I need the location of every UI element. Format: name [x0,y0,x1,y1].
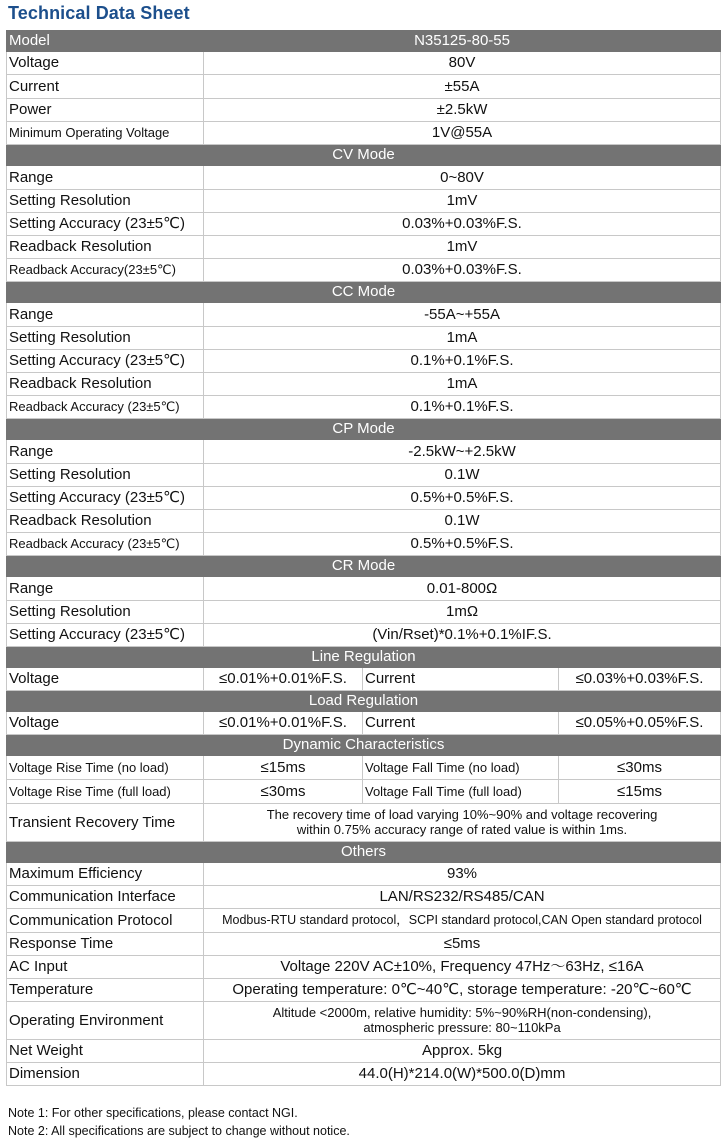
table-row [7,909,721,933]
spec-value: 0~80V [204,166,721,190]
notes [8,1104,350,1140]
spec-label: Setting Resolution [7,327,204,350]
spec-value: ≤30ms [204,780,363,804]
table-row [7,190,721,213]
table-row [7,213,721,236]
spec-value: Modbus-RTU standard protocol，SCPI standard protocol,CAN Open standard protocol [204,909,721,933]
spec-value: 1mΩ [204,601,721,624]
table-row [7,487,721,510]
table-row [7,350,721,373]
spec-label: Current [7,75,204,99]
model-row [7,31,721,52]
load-regulation-header: Load Regulation [7,691,721,712]
table-row [7,933,721,956]
section-header [7,145,721,166]
table-row [7,327,721,350]
spec-label: Dimension [7,1063,204,1086]
table-row [7,373,721,396]
section-header [7,282,721,303]
spec-value: ≤30ms [559,756,721,780]
spec-value: 1mV [204,190,721,213]
table-row [7,624,721,647]
spec-label: Maximum Efficiency [7,863,204,886]
spec-value: LAN/RS232/RS485/CAN [204,886,721,909]
spec-label: Minimum Operating Voltage [7,122,204,145]
table-row [7,236,721,259]
table-row [7,533,721,556]
spec-label: Operating Environment [7,1002,204,1040]
spec-label: Voltage Rise Time (full load) [7,780,204,804]
table-row [7,166,721,190]
section-header [7,735,721,756]
table-row [7,1063,721,1086]
spec-label: Transient Recovery Time [7,804,204,842]
spec-label: Readback Accuracy (23±5℃) [7,396,204,419]
transient-recovery-value [204,804,721,842]
section-header [7,842,721,863]
spec-label: Power [7,99,204,122]
table-row [7,122,721,145]
page-title: Technical Data Sheet [8,3,190,23]
spec-value: ≤0.03%+0.03%F.S. [559,668,721,691]
environment-value [204,1002,721,1040]
environment-line-2: atmospheric pressure: 80~110kPa [363,1019,561,1035]
spec-value: 1mA [204,373,721,396]
spec-label: Response Time [7,933,204,956]
spec-label: Communication Interface [7,886,204,909]
spec-label: Readback Resolution [7,236,204,259]
spec-label: Readback Accuracy (23±5℃) [7,533,204,556]
table-row [7,1002,721,1040]
section-header [7,419,721,440]
line-regulation-header: Line Regulation [7,647,721,668]
table-row [7,52,721,75]
spec-label: Setting Resolution [7,601,204,624]
table-row [7,804,721,842]
spec-value: 1mA [204,327,721,350]
dynamic-header: Dynamic Characteristics [7,735,721,756]
spec-label: Voltage Rise Time (no load) [7,756,204,780]
table-row [7,577,721,601]
spec-value: 0.5%+0.5%F.S. [204,533,721,556]
spec-label: Range [7,303,204,327]
spec-label: Readback Resolution [7,373,204,396]
spec-label: Voltage Fall Time (no load) [363,756,559,780]
table-row [7,780,721,804]
spec-label: Voltage [7,668,204,691]
table-row [7,464,721,487]
spec-value: 44.0(H)*214.0(W)*500.0(D)mm [204,1063,721,1086]
spec-value: (Vin/Rset)*0.1%+0.1%IF.S. [204,624,721,647]
spec-label: Range [7,166,204,190]
spec-value: ≤0.01%+0.01%F.S. [204,668,363,691]
section-header [7,556,721,577]
spec-label: Readback Accuracy(23±5℃) [7,259,204,282]
spec-value: 0.03%+0.03%F.S. [204,213,721,236]
cv-mode-header: CV Mode [7,145,721,166]
table-row [7,1040,721,1063]
spec-value: ≤0.01%+0.01%F.S. [204,712,363,735]
spec-value: Approx. 5kg [204,1040,721,1063]
spec-label: AC Input [7,956,204,979]
spec-label: Voltage [7,712,204,735]
spec-value: Operating temperature: 0℃~40℃, storage temperature: -20℃~60℃ [204,979,721,1002]
table-row [7,99,721,122]
transient-line-2: within 0.75% accuracy range of rated value is within 1ms. [296,821,628,837]
spec-value: 93% [204,863,721,886]
table-row [7,863,721,886]
table-row [7,712,721,735]
table-row [7,756,721,780]
spec-value: ≤15ms [204,756,363,780]
spec-label: Setting Accuracy (23±5℃) [7,487,204,510]
spec-value: 0.03%+0.03%F.S. [204,259,721,282]
spec-value: ±2.5kW [204,99,721,122]
others-header: Others [7,842,721,863]
spec-value: -55A~+55A [204,303,721,327]
table-row [7,440,721,464]
transient-line-1: The recovery time of load varying 10%~90% and voltage recovering [266,807,658,823]
table-row [7,668,721,691]
spec-label: Current [363,712,559,735]
cc-mode-header: CC Mode [7,282,721,303]
spec-value: 0.1%+0.1%F.S. [204,350,721,373]
model-label: Model [7,31,204,52]
spec-value: ±55A [204,75,721,99]
table-row [7,75,721,99]
spec-value: 1mV [204,236,721,259]
spec-value: 80V [204,52,721,75]
spec-label: Setting Accuracy (23±5℃) [7,624,204,647]
cp-mode-header: CP Mode [7,419,721,440]
note-2: Note 2: All specifications are subject to change without notice. [8,1124,350,1138]
spec-value: 0.1W [204,510,721,533]
model-value: N35125-80-55 [204,31,721,52]
spec-label: Voltage [7,52,204,75]
table-row [7,979,721,1002]
spec-label: Setting Accuracy (23±5℃) [7,350,204,373]
spec-value: 0.1W [204,464,721,487]
section-header [7,691,721,712]
spec-label: Readback Resolution [7,510,204,533]
spec-label: Setting Resolution [7,190,204,213]
cr-mode-header: CR Mode [7,556,721,577]
spec-label: Temperature [7,979,204,1002]
section-header [7,647,721,668]
spec-value: ≤15ms [559,780,721,804]
table-row [7,303,721,327]
spec-value: 1V@55A [204,122,721,145]
spec-table [6,30,721,1086]
table-row [7,396,721,419]
note-1: Note 1: For other specifications, please contact NGI. [8,1106,298,1120]
spec-value: 0.1%+0.1%F.S. [204,396,721,419]
environment-line-1: Altitude <2000m, relative humidity: 5%~90%RH(non-condensing), [272,1005,652,1021]
spec-label: Current [363,668,559,691]
spec-label: Communication Protocol [7,909,204,933]
table-row [7,956,721,979]
spec-label: Setting Accuracy (23±5℃) [7,213,204,236]
table-row [7,886,721,909]
spec-label: Voltage Fall Time (full load) [363,780,559,804]
spec-label: Setting Resolution [7,464,204,487]
spec-value: ≤5ms [204,933,721,956]
spec-value: 0.5%+0.5%F.S. [204,487,721,510]
spec-label: Net Weight [7,1040,204,1063]
spec-value: -2.5kW~+2.5kW [204,440,721,464]
table-row [7,259,721,282]
table-row [7,510,721,533]
spec-label: Range [7,440,204,464]
table-row [7,601,721,624]
spec-value: 0.01-800Ω [204,577,721,601]
spec-value: ≤0.05%+0.05%F.S. [559,712,721,735]
spec-value: Voltage 220V AC±10%, Frequency 47Hz～63Hz, ≤16A [204,956,721,979]
spec-label: Range [7,577,204,601]
